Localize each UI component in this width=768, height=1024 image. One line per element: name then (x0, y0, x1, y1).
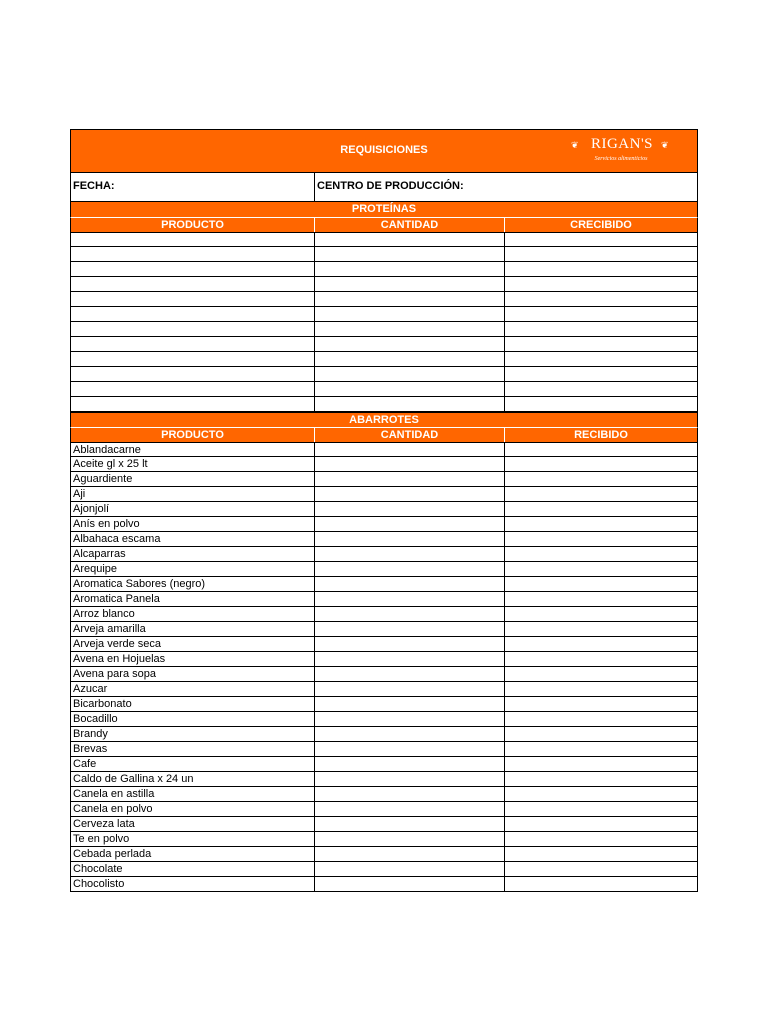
producto-cell[interactable] (71, 382, 315, 396)
table-row (70, 817, 698, 832)
recibido-cell[interactable] (505, 772, 697, 786)
producto-cell[interactable] (71, 337, 315, 351)
recibido-cell[interactable] (505, 742, 697, 756)
producto-cell[interactable]: Aromatica Panela (71, 592, 315, 606)
table-row (70, 637, 698, 652)
recibido-cell[interactable] (505, 562, 697, 576)
table-row (70, 847, 698, 862)
table-row (70, 622, 698, 637)
cantidad-cell[interactable] (315, 697, 505, 711)
logo-tagline: Servicios alimenticios (594, 156, 648, 162)
recibido-cell[interactable] (505, 397, 697, 411)
producto-cell[interactable] (71, 262, 315, 276)
recibido-cell[interactable] (505, 502, 697, 516)
producto-cell[interactable] (71, 322, 315, 336)
recibido-cell[interactable] (505, 277, 697, 291)
table-row (70, 262, 698, 277)
cantidad-cell[interactable] (315, 877, 505, 891)
cantidad-cell[interactable] (315, 472, 505, 486)
producto-cell[interactable]: Te en polvo (71, 832, 315, 846)
recibido-cell[interactable] (505, 697, 697, 711)
table-row (70, 787, 698, 802)
cantidad-cell[interactable] (315, 247, 505, 261)
recibido-cell[interactable] (505, 727, 697, 741)
table-row (70, 652, 698, 667)
recibido-cell[interactable] (505, 622, 697, 636)
table-row (70, 742, 698, 757)
table-row (70, 457, 698, 472)
requisition-sheet (70, 129, 698, 892)
recibido-cell[interactable] (505, 712, 697, 726)
table-row (70, 862, 698, 877)
cantidad-cell[interactable] (315, 667, 505, 681)
producto-cell[interactable]: Azucar (71, 682, 315, 696)
cantidad-cell[interactable] (315, 502, 505, 516)
cantidad-cell[interactable] (315, 817, 505, 831)
producto-cell[interactable] (71, 292, 315, 306)
producto-cell[interactable] (71, 307, 315, 321)
table-row (70, 247, 698, 262)
cantidad-cell[interactable] (315, 337, 505, 351)
table-row (70, 352, 698, 367)
abarrotes-rows (70, 442, 698, 892)
recibido-cell[interactable] (505, 847, 697, 861)
producto-cell[interactable]: Canela en astilla (71, 787, 315, 801)
table-row (70, 442, 698, 457)
recibido-cell[interactable] (505, 472, 697, 486)
cantidad-cell[interactable] (315, 862, 505, 876)
cantidad-cell[interactable] (315, 847, 505, 861)
recibido-cell[interactable] (505, 607, 697, 621)
producto-cell[interactable]: Aji (71, 487, 315, 501)
recibido-cell[interactable] (505, 652, 697, 666)
producto-cell[interactable]: Arveja verde seca (71, 637, 315, 651)
producto-cell[interactable]: Canela en polvo (71, 802, 315, 816)
cantidad-cell[interactable] (315, 322, 505, 336)
recibido-cell[interactable] (505, 337, 697, 351)
info-row (70, 173, 698, 202)
producto-cell[interactable]: Arveja amarilla (71, 622, 315, 636)
producto-cell[interactable]: Anís en polvo (71, 517, 315, 531)
producto-cell[interactable]: Alcaparras (71, 547, 315, 561)
cantidad-cell[interactable] (315, 742, 505, 756)
cantidad-cell[interactable] (315, 832, 505, 846)
recibido-cell[interactable] (505, 292, 697, 306)
producto-cell[interactable]: Cebada perlada (71, 847, 315, 861)
recibido-cell[interactable] (505, 592, 697, 606)
cantidad-cell[interactable] (315, 592, 505, 606)
producto-cell[interactable] (71, 397, 315, 411)
header-bar (70, 129, 698, 173)
cantidad-cell[interactable] (315, 622, 505, 636)
table-row (70, 757, 698, 772)
recibido-cell[interactable] (505, 832, 697, 846)
recibido-cell[interactable] (505, 457, 697, 471)
cantidad-cell[interactable] (315, 352, 505, 366)
cantidad-cell[interactable] (315, 457, 505, 471)
producto-cell[interactable]: Brevas (71, 742, 315, 756)
recibido-cell[interactable] (505, 262, 697, 276)
col-cantidad: CANTIDAD (315, 218, 505, 232)
table-row (70, 397, 698, 412)
cantidad-cell[interactable] (315, 637, 505, 651)
col-cantidad: CANTIDAD (315, 428, 505, 442)
recibido-cell[interactable] (505, 817, 697, 831)
cantidad-cell[interactable] (315, 607, 505, 621)
recibido-cell[interactable] (505, 517, 697, 531)
cantidad-cell[interactable] (315, 772, 505, 786)
table-row (70, 517, 698, 532)
recibido-cell[interactable] (505, 352, 697, 366)
table-row (70, 367, 698, 382)
recibido-cell[interactable] (505, 577, 697, 591)
cantidad-cell[interactable] (315, 487, 505, 501)
recibido-cell[interactable] (505, 233, 697, 246)
cantidad-cell[interactable] (315, 367, 505, 381)
col-producto: PRODUCTO (71, 428, 315, 442)
cantidad-cell[interactable] (315, 727, 505, 741)
proteinas-rows (70, 232, 698, 412)
recibido-cell[interactable] (505, 367, 697, 381)
cantidad-cell[interactable] (315, 757, 505, 771)
cantidad-cell[interactable] (315, 443, 505, 456)
rigans-logo (571, 134, 681, 170)
recibido-cell[interactable] (505, 307, 697, 321)
producto-cell[interactable]: Avena para sopa (71, 667, 315, 681)
table-row (70, 502, 698, 517)
producto-cell[interactable]: Albahaca escama (71, 532, 315, 546)
recibido-cell[interactable] (505, 487, 697, 501)
producto-cell[interactable]: Caldo de Gallina x 24 un (71, 772, 315, 786)
table-row (70, 307, 698, 322)
table-row (70, 712, 698, 727)
cantidad-cell[interactable] (315, 562, 505, 576)
producto-cell[interactable]: Arroz blanco (71, 607, 315, 621)
logo-brand: RIGAN'S (590, 136, 654, 152)
cantidad-cell[interactable] (315, 233, 505, 246)
cantidad-cell[interactable] (315, 532, 505, 546)
table-row (70, 562, 698, 577)
producto-cell[interactable]: Arequipe (71, 562, 315, 576)
table-row (70, 232, 698, 247)
cantidad-cell[interactable] (315, 382, 505, 396)
cantidad-cell[interactable] (315, 577, 505, 591)
producto-cell[interactable]: Avena en Hojuelas (71, 652, 315, 666)
table-row (70, 682, 698, 697)
cantidad-cell[interactable] (315, 307, 505, 321)
col-crecibido: CRECIBIDO (570, 219, 632, 231)
table-row (70, 607, 698, 622)
table-row (70, 592, 698, 607)
producto-cell[interactable] (71, 233, 315, 246)
table-row (70, 277, 698, 292)
table-row (70, 322, 698, 337)
producto-cell[interactable]: Cafe (71, 757, 315, 771)
recibido-cell[interactable] (505, 443, 697, 456)
proteinas-column-headers (70, 217, 698, 232)
cantidad-cell[interactable] (315, 652, 505, 666)
producto-cell[interactable]: Aguardiente (71, 472, 315, 486)
proteinas-section-title: PROTEÍNAS (70, 202, 698, 217)
recibido-cell[interactable] (505, 322, 697, 336)
table-row (70, 772, 698, 787)
abarrotes-section-title: ABARROTES (70, 412, 698, 427)
recibido-cell[interactable] (505, 802, 697, 816)
table-row (70, 487, 698, 502)
col-producto: PRODUCTO (71, 218, 315, 232)
abarrotes-column-headers (70, 427, 698, 442)
table-row (70, 292, 698, 307)
producto-cell[interactable]: Bocadillo (71, 712, 315, 726)
leaf-right-icon: ❦ (661, 140, 669, 150)
table-row (70, 532, 698, 547)
table-row (70, 472, 698, 487)
table-row (70, 697, 698, 712)
recibido-cell[interactable] (505, 787, 697, 801)
cantidad-cell[interactable] (315, 397, 505, 411)
producto-cell[interactable] (71, 352, 315, 366)
table-row (70, 577, 698, 592)
producto-cell[interactable]: Bicarbonato (71, 697, 315, 711)
leaf-left-icon: ❦ (571, 140, 579, 150)
recibido-cell[interactable] (505, 247, 697, 261)
cantidad-cell[interactable] (315, 517, 505, 531)
recibido-cell[interactable] (505, 757, 697, 771)
recibido-cell[interactable] (505, 682, 697, 696)
recibido-cell[interactable] (505, 877, 697, 891)
producto-cell[interactable] (71, 247, 315, 261)
table-row (70, 667, 698, 682)
producto-cell[interactable]: Cerveza lata (71, 817, 315, 831)
table-row (70, 877, 698, 892)
cantidad-cell[interactable] (315, 277, 505, 291)
cantidad-cell[interactable] (315, 262, 505, 276)
recibido-cell[interactable] (505, 637, 697, 651)
producto-cell[interactable]: Ajonjolí (71, 502, 315, 516)
table-row (70, 337, 698, 352)
sheet-title: REQUISICIONES (340, 144, 428, 156)
table-row (70, 382, 698, 397)
table-row (70, 832, 698, 847)
cantidad-cell[interactable] (315, 787, 505, 801)
recibido-cell[interactable] (505, 667, 697, 681)
producto-cell[interactable] (71, 367, 315, 381)
cantidad-cell[interactable] (315, 547, 505, 561)
table-row (70, 547, 698, 562)
producto-cell[interactable]: Brandy (71, 727, 315, 741)
producto-cell[interactable]: Chocolisto (71, 877, 315, 891)
producto-cell[interactable]: Ablandacarne (71, 443, 315, 456)
producto-cell[interactable]: Aromatica Sabores (negro) (71, 577, 315, 591)
cantidad-cell[interactable] (315, 712, 505, 726)
producto-cell[interactable]: Chocolate (71, 862, 315, 876)
col-recibido: RECIBIDO (574, 429, 628, 441)
recibido-cell[interactable] (505, 862, 697, 876)
recibido-cell[interactable] (505, 547, 697, 561)
fecha-label[interactable]: FECHA: (71, 173, 315, 201)
cantidad-cell[interactable] (315, 682, 505, 696)
table-row (70, 802, 698, 817)
producto-cell[interactable] (71, 277, 315, 291)
recibido-cell[interactable] (505, 382, 697, 396)
table-row (70, 727, 698, 742)
producto-cell[interactable]: Aceite gl x 25 lt (71, 457, 315, 471)
cantidad-cell[interactable] (315, 802, 505, 816)
cantidad-cell[interactable] (315, 292, 505, 306)
centro-produccion-label[interactable]: CENTRO DE PRODUCCIÓN: (317, 180, 464, 192)
recibido-cell[interactable] (505, 532, 697, 546)
